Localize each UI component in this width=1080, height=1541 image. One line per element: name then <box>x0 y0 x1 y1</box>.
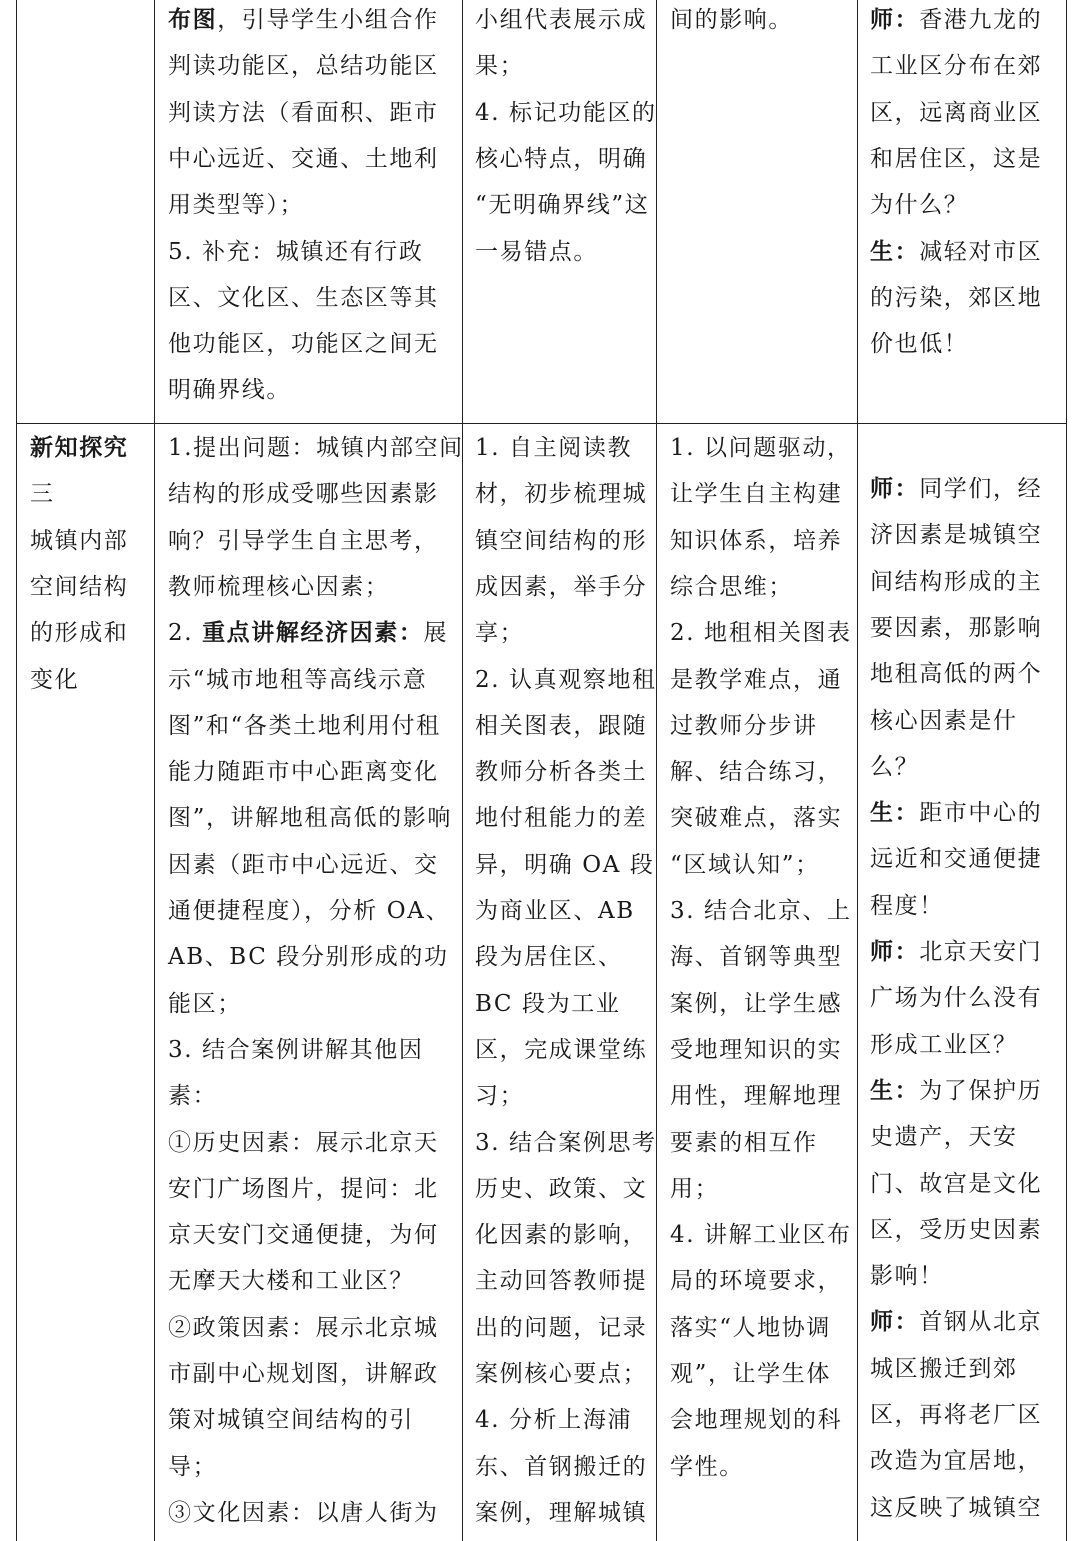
text-line <box>870 567 1042 597</box>
text-line <box>475 850 655 880</box>
text-line <box>870 144 1042 174</box>
text-run: 教师分析各类土 <box>475 759 648 786</box>
text-line <box>30 479 55 509</box>
text-line <box>870 520 1042 550</box>
text-line <box>870 613 1042 643</box>
bold-text-run: 师： <box>870 6 920 33</box>
text-run: 相关图表，跟随 <box>475 712 648 739</box>
text-line <box>168 1405 414 1435</box>
text-line <box>168 896 450 926</box>
text-run: 是教学难点，通 <box>670 666 843 693</box>
table-border-left <box>16 0 17 1541</box>
bold-text-run: 重点讲解经济因素： <box>202 619 424 647</box>
text-run: 用性，理解地理 <box>670 1083 843 1110</box>
text-run: 观”，让学生体 <box>670 1361 831 1387</box>
bold-text-run: 生： <box>870 799 920 827</box>
text-run: 3. 结合案例思考 <box>475 1129 657 1156</box>
text-run: 解、结合练习， <box>670 759 843 786</box>
text-line <box>670 757 842 787</box>
text-run: 无摩天大楼和工业区？ <box>168 1268 414 1295</box>
text-line <box>168 190 304 220</box>
text-line <box>475 51 524 81</box>
bold-text-run: 生： <box>870 237 920 265</box>
text-line <box>870 1307 1042 1337</box>
text-run: 门、故宫是文化 <box>870 1170 1043 1197</box>
bold-text-run: 师： <box>870 1308 920 1336</box>
text-run: BC 段为工业 <box>475 990 621 1017</box>
text-line <box>670 479 842 509</box>
text-line <box>870 1493 1042 1523</box>
text-run: 1.提出问题：城镇内部空间 <box>168 435 464 461</box>
text-run: 济因素是城镇空 <box>870 522 1043 549</box>
text-line <box>30 526 128 556</box>
text-line <box>168 526 439 556</box>
text-line <box>870 98 1042 128</box>
text-line <box>870 844 1042 874</box>
column-divider-3 <box>656 0 657 1541</box>
text-run: 这反映了城镇空 <box>870 1494 1043 1521</box>
bold-text-run: 生： <box>870 1076 920 1104</box>
text-line <box>168 237 423 267</box>
text-line <box>475 237 598 267</box>
column-divider-4 <box>857 0 858 1541</box>
text-run: 一易错点。 <box>475 238 598 265</box>
row-divider <box>16 423 1066 424</box>
column-divider-2 <box>462 0 463 1541</box>
text-line <box>475 989 620 1019</box>
text-run: 习； <box>475 1083 525 1110</box>
text-line <box>870 983 1042 1013</box>
text-run: 影响！ <box>870 1263 944 1290</box>
text-line <box>870 1400 1042 1430</box>
text-run: 成因素，举手分 <box>475 573 648 600</box>
text-line <box>670 665 842 695</box>
text-line <box>475 433 632 463</box>
text-run: ①历史因素：展示北京天 <box>168 1129 439 1156</box>
text-line <box>168 850 439 880</box>
text-line <box>475 5 647 35</box>
text-run: 主动回答教师提 <box>475 1268 648 1295</box>
text-run: 区，再将老厂区 <box>870 1402 1043 1428</box>
text-line <box>670 1405 842 1435</box>
text-line <box>475 572 647 602</box>
text-run: 展 <box>423 620 449 647</box>
text-line <box>475 711 647 741</box>
text-run: 他功能区，功能区之间无 <box>168 331 439 358</box>
text-line <box>670 1128 818 1158</box>
text-line <box>168 1266 414 1296</box>
text-run: 图”和“各类土地利用付租 <box>168 712 441 739</box>
text-run: 判读方法（看面积、距市 <box>168 99 439 126</box>
text-run: 和居住区，这是 <box>870 145 1043 172</box>
text-line <box>168 942 449 972</box>
text-line <box>670 1035 842 1065</box>
text-run: 用； <box>670 1175 720 1202</box>
text-line <box>168 1359 439 1389</box>
text-run: 2. <box>168 620 203 647</box>
text-run: 核心特点，明确 <box>475 145 648 172</box>
text-run: 让学生自主构建 <box>670 481 843 508</box>
text-run: 北京天安门 <box>919 939 1043 965</box>
text-run: 化因素的影响， <box>475 1222 648 1249</box>
text-line <box>870 5 1042 35</box>
text-run: 1. 以问题驱动， <box>670 435 852 461</box>
text-run: 市副中心规划图，讲解政 <box>168 1361 439 1387</box>
text-line <box>870 891 944 921</box>
text-line <box>168 375 291 405</box>
text-run: 地租高低的两个 <box>870 661 1043 688</box>
text-line <box>168 51 439 81</box>
text-line <box>870 190 968 220</box>
text-run: ③文化因素：以唐人街为 <box>168 1499 439 1526</box>
text-run: 镇空间结构的形 <box>475 527 648 554</box>
text-line <box>870 1030 1018 1060</box>
text-line <box>30 572 128 602</box>
text-line <box>670 572 793 602</box>
text-line <box>168 5 439 35</box>
text-run: 结构的形成受哪些因素影 <box>168 481 439 508</box>
table-border-right <box>1066 0 1067 1541</box>
text-run: 享； <box>475 620 525 647</box>
bold-text-run: 新知探究 <box>30 434 129 461</box>
text-run: 2. 地租相关图表 <box>670 620 852 647</box>
text-run: 价也低！ <box>870 331 969 358</box>
text-run: “无明确界线”这 <box>475 192 650 219</box>
text-line <box>475 757 647 787</box>
text-line <box>475 526 647 556</box>
text-run: 要素的相互作 <box>670 1129 818 1156</box>
text-line <box>870 1215 1042 1245</box>
text-run: 能区； <box>168 990 242 1017</box>
text-line <box>670 942 842 972</box>
text-line <box>475 1128 657 1158</box>
text-run: 三 <box>30 481 55 508</box>
text-run: 学性。 <box>670 1453 744 1480</box>
text-line <box>168 1128 439 1158</box>
text-run: 间结构形成的主 <box>870 568 1043 595</box>
text-line <box>475 1313 647 1343</box>
text-run: 3. 结合案例讲解其他因 <box>168 1036 424 1063</box>
text-line <box>670 618 852 648</box>
text-line <box>475 803 647 833</box>
text-line <box>475 618 524 648</box>
text-run: ②政策因素：展示北京城 <box>168 1314 439 1341</box>
text-run: 为什么？ <box>870 192 969 219</box>
text-run: 2. 认真观察地租 <box>475 666 657 693</box>
text-run: 明确界线。 <box>168 377 291 404</box>
text-run: 要因素，那影响 <box>870 614 1043 641</box>
text-line <box>475 665 657 695</box>
text-line <box>475 1359 647 1389</box>
text-run: 受地理知识的实 <box>670 1036 843 1063</box>
text-line <box>475 1035 647 1065</box>
text-run: 历史、政策、文 <box>475 1175 648 1202</box>
text-run: 区，受历史因素 <box>870 1216 1043 1243</box>
text-line <box>168 618 448 648</box>
text-line <box>870 474 1042 504</box>
text-run: 形成工业区？ <box>870 1031 1018 1058</box>
text-run: 能力随距市中心距离变化 <box>168 759 439 786</box>
text-line <box>168 1452 217 1482</box>
text-line <box>168 329 439 359</box>
text-line <box>168 1498 439 1528</box>
text-run: 同学们，经 <box>919 476 1043 502</box>
text-line <box>670 1220 852 1250</box>
bold-text-run: 布图 <box>168 6 218 33</box>
text-line <box>870 798 1042 828</box>
text-line <box>168 433 464 463</box>
text-run: 的污染，郊区地 <box>870 284 1043 311</box>
text-line <box>475 479 647 509</box>
text-line <box>168 711 441 741</box>
text-line <box>870 237 1042 267</box>
text-line <box>870 937 1042 967</box>
text-run: 材，初步梳理城 <box>475 481 648 508</box>
text-run: 突破难点，落实 <box>670 805 843 832</box>
text-line <box>475 1452 647 1482</box>
text-line <box>870 283 1042 313</box>
text-line <box>870 1122 1018 1152</box>
bold-text-run: 师： <box>870 475 920 502</box>
text-run: 程度！ <box>870 892 944 919</box>
text-line <box>670 1313 831 1343</box>
text-run: 减轻对市区 <box>919 238 1043 265</box>
text-line <box>475 98 657 128</box>
text-line <box>30 618 128 648</box>
text-line <box>670 433 852 463</box>
text-run: 4. 讲解工业区布 <box>670 1222 852 1249</box>
text-run: 案例核心要点； <box>475 1361 648 1387</box>
text-line <box>870 51 1042 81</box>
text-run: 局的环境要求， <box>670 1268 843 1295</box>
text-line <box>475 1220 647 1250</box>
text-run: 出的问题，记录 <box>475 1314 648 1341</box>
text-line <box>670 850 820 880</box>
text-run: 地付租能力的差 <box>475 805 648 832</box>
text-run: 空间结构 <box>30 573 129 600</box>
text-line <box>168 803 452 833</box>
text-line <box>670 803 842 833</box>
text-line <box>670 989 842 1019</box>
text-line <box>670 1174 719 1204</box>
text-run: 教师梳理核心因素； <box>168 573 390 600</box>
text-line <box>168 1035 423 1065</box>
text-line <box>475 1498 647 1528</box>
text-run: 么？ <box>870 753 920 780</box>
text-run: 会地理规划的科 <box>670 1407 843 1434</box>
text-run: 知识体系，培养 <box>670 527 843 554</box>
text-run: 史遗产，天安 <box>870 1124 1018 1151</box>
text-run: 响？引导学生自主思考， <box>168 527 439 554</box>
text-run: 变化 <box>30 666 80 693</box>
text-run: 区，远离商业区 <box>870 99 1043 126</box>
text-line <box>670 1081 842 1111</box>
text-run: 示“城市地租等高线示意 <box>168 666 428 693</box>
text-run: 3. 结合北京、上 <box>670 898 852 924</box>
text-line <box>670 711 818 741</box>
text-run: 城区搬迁到郊 <box>870 1355 1018 1382</box>
text-line <box>168 144 439 174</box>
text-run: 间的影响。 <box>670 7 793 33</box>
text-run: 中心远近、交通、土地利 <box>168 145 439 172</box>
text-run: 区，完成课堂练 <box>475 1036 648 1063</box>
text-run: 小组代表展示成 <box>475 7 648 33</box>
text-run: 核心因素是什 <box>870 707 1018 734</box>
text-run: 为商业区、AB <box>475 898 635 924</box>
text-line <box>870 1169 1042 1199</box>
text-run: 案例，理解城镇 <box>475 1499 648 1526</box>
text-run: 安门广场图片，提问：北 <box>168 1175 439 1202</box>
text-line <box>870 1261 944 1291</box>
text-line <box>870 706 1018 736</box>
text-run: 段为居住区、 <box>475 944 623 971</box>
text-run: 图”，讲解地租高低的影响 <box>168 805 452 832</box>
text-line <box>870 1446 1042 1476</box>
text-line <box>475 896 635 926</box>
text-line <box>30 433 128 463</box>
text-run: 工业区分布在郊 <box>870 53 1043 80</box>
text-line <box>168 1220 439 1250</box>
text-line <box>168 572 389 602</box>
text-line <box>670 5 793 35</box>
text-run: 综合思维； <box>670 573 793 600</box>
text-line <box>870 1076 1042 1106</box>
text-run: 改造为宜居地， <box>870 1448 1043 1475</box>
text-run: 广场为什么没有 <box>870 985 1043 1012</box>
text-line <box>168 1174 439 1204</box>
text-run: 为了保护历 <box>919 1077 1043 1104</box>
text-run: 区、文化区、生态区等其 <box>168 284 439 311</box>
text-line <box>870 1354 1018 1384</box>
text-run: AB、BC 段分别形成的功 <box>168 944 449 971</box>
text-run: 异，明确 OA 段 <box>475 851 655 878</box>
text-run: 距市中心的 <box>919 800 1043 827</box>
text-run: 落实“人地协调 <box>670 1314 831 1341</box>
text-line <box>670 1452 744 1482</box>
text-line <box>670 1266 842 1296</box>
text-line <box>475 1266 647 1296</box>
text-run: ，引导学生小组合作 <box>217 7 439 33</box>
text-line <box>168 1081 217 1111</box>
text-run: 5. 补充：城镇还有行政 <box>168 238 424 265</box>
text-run: “区域认知”； <box>670 851 820 878</box>
text-run: 海、首钢等典型 <box>670 944 843 971</box>
text-line <box>168 479 439 509</box>
bold-text-run: 师： <box>870 938 920 965</box>
text-run: 首钢从北京 <box>919 1309 1043 1336</box>
text-run: 案例，让学生感 <box>670 990 843 1017</box>
text-run: 香港九龙的 <box>919 7 1043 33</box>
text-line <box>475 942 623 972</box>
text-run: 京天安门交通便捷，为何 <box>168 1222 439 1249</box>
text-line <box>168 283 439 313</box>
text-line <box>168 98 439 128</box>
text-run: 4. 标记功能区的 <box>475 99 657 126</box>
text-line <box>670 896 852 926</box>
text-run: 用类型等）； <box>168 192 305 219</box>
text-run: 素： <box>168 1083 218 1110</box>
text-run: 城镇内部 <box>30 527 129 554</box>
text-line <box>870 329 968 359</box>
text-line <box>870 659 1042 689</box>
text-line <box>168 1313 439 1343</box>
text-run: 过教师分步讲 <box>670 712 818 739</box>
text-line <box>475 144 647 174</box>
text-line <box>168 757 439 787</box>
text-line <box>475 1405 632 1435</box>
text-line <box>475 1174 647 1204</box>
text-run: 通便捷程度），分析 OA、 <box>168 898 451 924</box>
text-run: 果； <box>475 53 525 80</box>
text-line <box>670 526 842 556</box>
text-run: 判读功能区，总结功能区 <box>168 53 439 80</box>
column-divider-1 <box>154 0 155 1541</box>
text-line <box>870 752 919 782</box>
text-run: 策对城镇空间结构的引 <box>168 1407 414 1434</box>
text-run: 1. 自主阅读教 <box>475 435 633 461</box>
text-line <box>670 1359 831 1389</box>
text-run: 东、首钢搬迁的 <box>475 1453 648 1480</box>
text-line <box>168 665 427 695</box>
text-run: 的形成和 <box>30 620 129 647</box>
text-run: 远近和交通便捷 <box>870 846 1043 873</box>
text-run: 4. 分析上海浦 <box>475 1407 633 1434</box>
text-line <box>475 1081 524 1111</box>
text-line <box>30 665 79 695</box>
text-run: 因素（距市中心远近、交 <box>168 851 439 878</box>
text-run: 导； <box>168 1453 218 1480</box>
text-line <box>168 989 242 1019</box>
text-line <box>475 190 649 220</box>
